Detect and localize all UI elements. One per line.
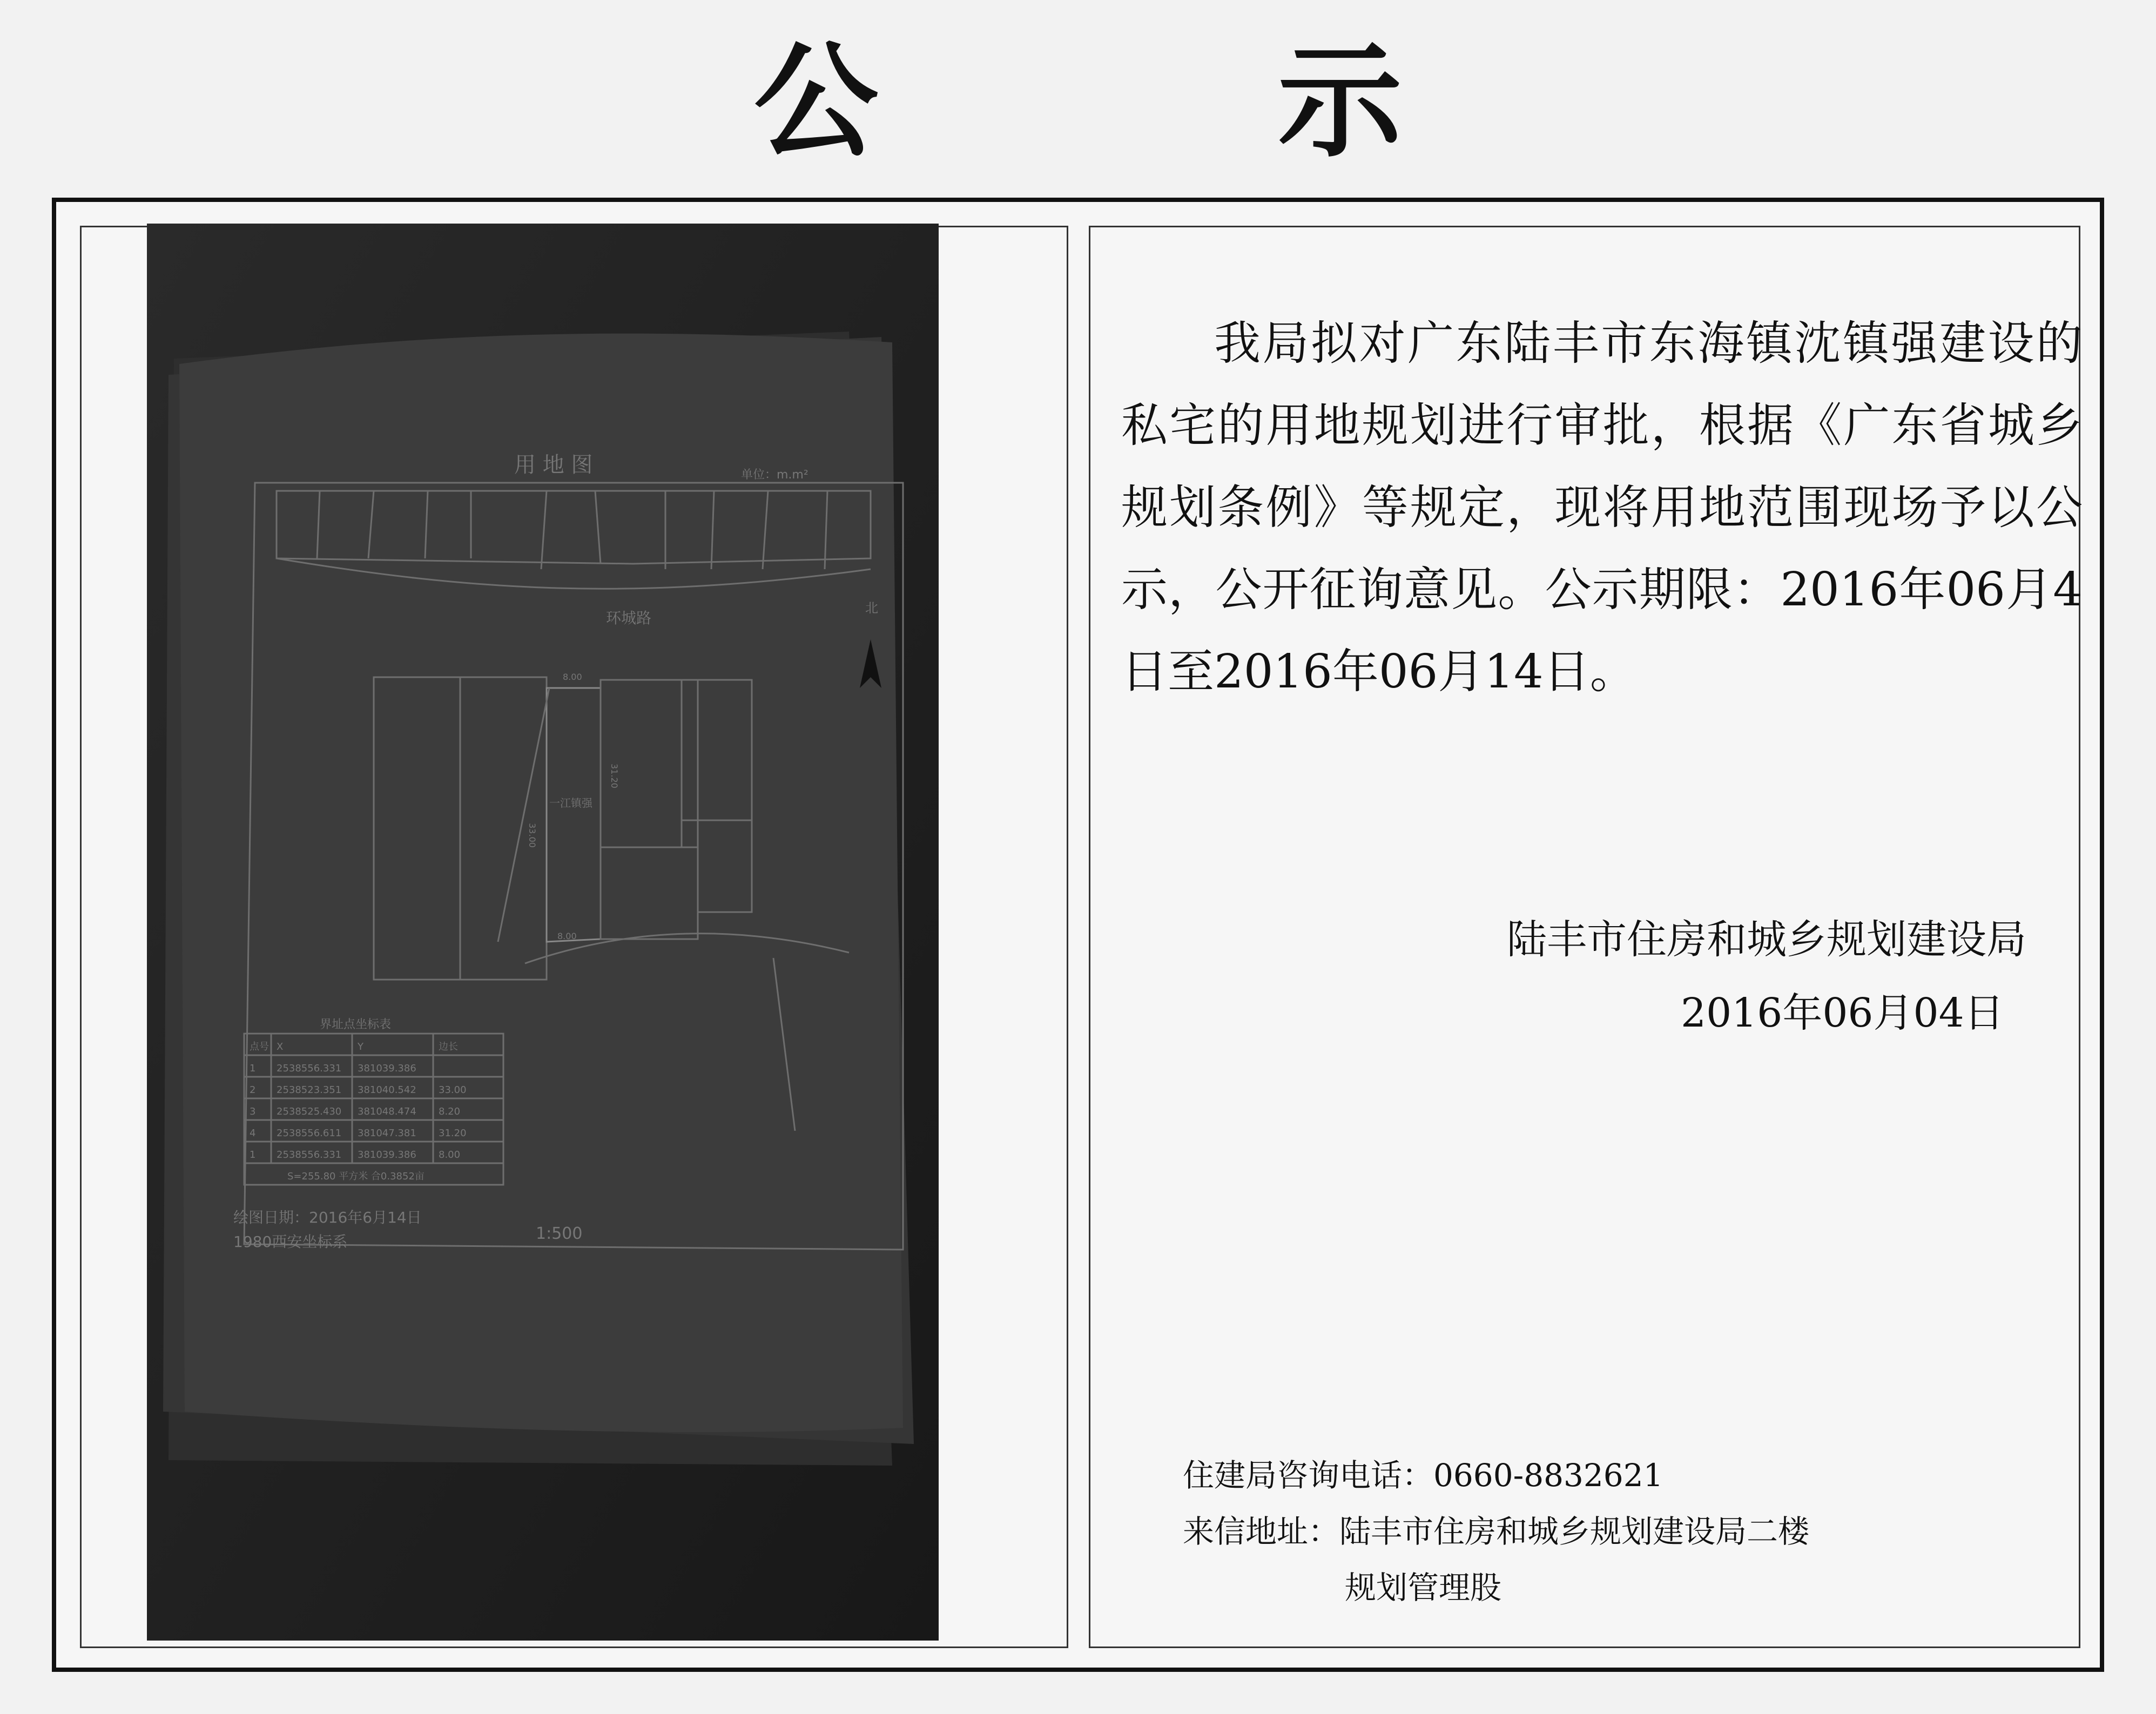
issue-date: 2016年06月04日 xyxy=(1681,990,2004,1036)
notice-title: 公 示 xyxy=(753,30,1581,174)
notice-body-text: 我局拟对广东陆丰市东海镇沈镇强建设的私宅的用地规划进行审批，根据《广东省城乡规划条例》等规定，现将用地范围现场予以公示，公开征询意见。公示期限：2016年06月4日至2016年06月14日。 xyxy=(1121,316,2083,699)
road-label: 环城路 xyxy=(606,609,652,627)
draw-date: 绘图日期：2016年6月14日 xyxy=(233,1209,422,1226)
coord-table-cell: 381039.386 xyxy=(358,1063,416,1074)
coord-table-cell: 1 xyxy=(250,1063,256,1074)
coord-table-cell: 2538556.331 xyxy=(277,1063,342,1074)
contact-phone: 住建局咨询电话：0660-8832621 xyxy=(1183,1457,1663,1494)
coord-table-header: 点号 xyxy=(250,1041,269,1052)
coord-table-cell: 4 xyxy=(250,1128,256,1139)
coord-table-cell: 2538556.331 xyxy=(277,1149,342,1160)
coord-table-header: Y xyxy=(358,1041,363,1052)
coord-table-cell: 3 xyxy=(250,1106,256,1117)
dim-left: 33.00 xyxy=(527,823,537,848)
area-summary: S=255.80 平方米 合0.3852亩 xyxy=(287,1171,425,1182)
coord-table-cell: 33.00 xyxy=(439,1084,467,1096)
coord-table-cell: 2538525.430 xyxy=(277,1106,342,1117)
coord-table-cell: 31.20 xyxy=(439,1128,467,1139)
coord-table-cell: 8.20 xyxy=(439,1106,461,1117)
notice-body xyxy=(1121,302,2083,713)
map-title: 用 地 图 xyxy=(514,453,593,477)
dim-right: 31.20 xyxy=(609,764,619,788)
site-plan-drawing xyxy=(147,224,939,1641)
scale-label: 1:500 xyxy=(536,1224,583,1243)
coord-system: 1980西安坐标系 xyxy=(233,1233,348,1251)
coord-table-cell: 381040.542 xyxy=(358,1084,416,1096)
north-label: 北 xyxy=(865,600,878,616)
parcel-label: 一江镇强 xyxy=(549,797,592,809)
coord-table-title: 界址点坐标表 xyxy=(320,1018,392,1031)
coord-table-cell: 381039.386 xyxy=(358,1149,416,1160)
coord-table-header: X xyxy=(277,1041,284,1052)
coord-table-cell: 2538556.611 xyxy=(277,1128,342,1139)
map-unit: 单位：m.m² xyxy=(741,468,809,482)
coord-table-cell: 2538523.351 xyxy=(277,1084,342,1096)
site-plan-photo xyxy=(147,224,939,1641)
coord-table-cell: 381048.474 xyxy=(358,1106,416,1117)
coord-table-cell: 2 xyxy=(250,1084,256,1096)
contact-department: 规划管理股 xyxy=(1345,1569,1502,1606)
dim-bottom: 8.00 xyxy=(557,931,577,941)
paper-sheet xyxy=(179,334,903,1432)
contact-address: 来信地址：陆丰市住房和城乡规划建设局二楼 xyxy=(1183,1513,1810,1550)
coord-table-header: 边长 xyxy=(439,1041,458,1052)
contact-info xyxy=(1183,1447,1809,1616)
issuing-authority: 陆丰市住房和城乡规划建设局 xyxy=(1507,916,2026,963)
coord-table-cell: 1 xyxy=(250,1149,256,1160)
coord-table-cell: 381047.381 xyxy=(358,1128,416,1139)
coord-table-cell: 8.00 xyxy=(439,1149,461,1160)
dim-top: 8.00 xyxy=(563,672,582,682)
